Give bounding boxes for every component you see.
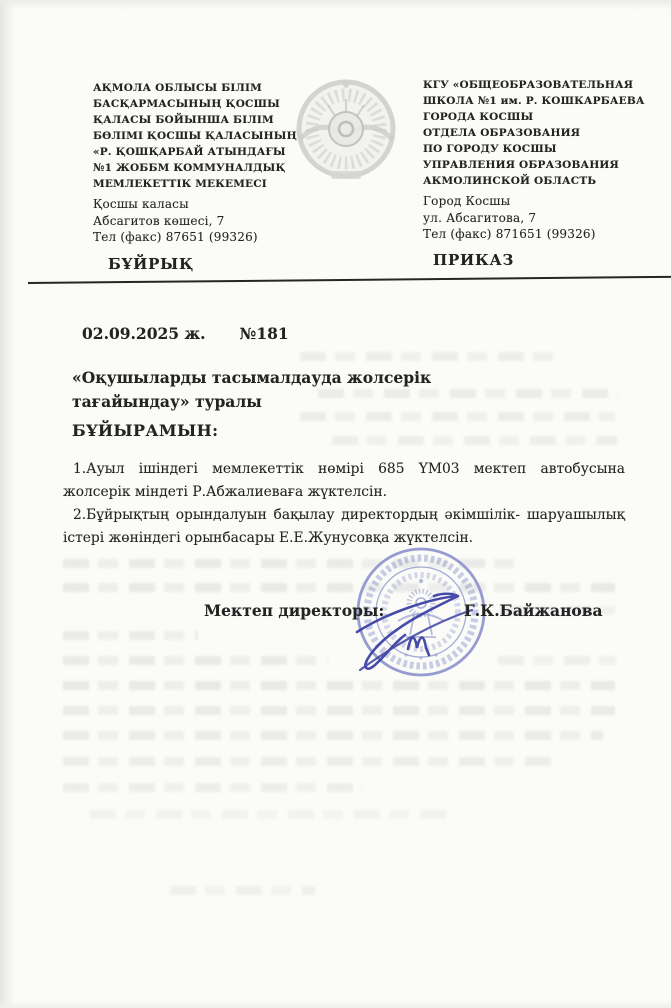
order-heading-kazakh: БҰЙРЫҚ <box>108 255 195 273</box>
order-title-line: тағайындау» туралы <box>72 392 262 411</box>
bleedthrough-text-ghost <box>63 631 198 640</box>
scan-edge-shadow-bottom <box>0 1000 671 1008</box>
bleedthrough-text-ghost <box>63 731 603 740</box>
bleedthrough-text-ghost <box>63 706 615 715</box>
issuer-kk-line: АҚМОЛА ОБЛЫСЫ БІЛІМ <box>93 82 262 94</box>
bleedthrough-text-ghost <box>63 757 560 766</box>
director-signature-ink <box>330 552 520 692</box>
issuer-ru-address: ул. Абсагитова, 7 <box>423 210 537 225</box>
bleedthrough-text-ghost <box>90 810 450 819</box>
order-body-paragraph: 2.Бұйрықтың орындалуын бақылау директордың әкімшілік- шаруашылық істері жөніндегі орынбасары Е.Е.Жунусовқа жүктелсін. <box>63 507 625 546</box>
signature-role-label: Мектеп директоры: <box>204 601 385 620</box>
issuer-ru-line: ПО ГОРОДУ КОСШЫ <box>423 143 557 155</box>
order-body <box>63 458 625 550</box>
bleedthrough-text-ghost <box>300 412 615 421</box>
issuer-kk-city: Қосшы каласы <box>93 197 189 211</box>
issuer-kk-address: Абсагитов көшесі, 7 <box>93 213 225 228</box>
issuer-ru-line: УПРАВЛЕНИЯ ОБРАЗОВАНИЯ <box>423 159 620 171</box>
bleedthrough-text-ghost <box>170 886 315 895</box>
resolve-label: БҰЙЫРАМЫН: <box>72 421 219 440</box>
order-title-line: «Оқушыларды тасымалдауда жолсерік <box>72 368 432 387</box>
order-date: 02.09.2025 ж. <box>82 324 206 343</box>
issuer-block-russian <box>423 77 645 243</box>
order-meta-row <box>82 324 289 343</box>
kazakhstan-state-emblem-icon <box>292 77 400 185</box>
issuer-block-kazakh <box>93 80 313 246</box>
issuer-kk-line: МЕМЛЕКЕТТІК МЕКЕМЕСІ <box>93 178 267 190</box>
bleedthrough-text-ghost <box>63 656 328 665</box>
issuer-kk-line: БАСҚАРМАСЫНЫҢ ҚОСШЫ <box>93 98 280 110</box>
scan-edge-shadow-top <box>0 0 671 10</box>
issuer-ru-line: ШКОЛА №1 им. Р. КОШКАРБАЕВА <box>423 95 645 107</box>
scan-edge-shadow-left <box>0 0 14 1008</box>
heading-rule <box>28 276 671 284</box>
issuer-kk-line: БӨЛІМІ ҚОСШЫ ҚАЛАСЫНЫҢ <box>93 130 297 142</box>
issuer-ru-city: Город Косшы <box>423 194 511 208</box>
issuer-ru-line: КГУ «ОБЩЕОБРАЗОВАТЕЛЬНАЯ <box>423 79 634 91</box>
order-number: №181 <box>239 324 289 343</box>
issuer-ru-line: ГОРОДА КОСШЫ <box>423 111 534 123</box>
issuer-kk-line: «Р. ҚОШҚАРБАЙ АТЫНДАҒЫ <box>93 146 286 158</box>
issuer-kk-phone: Тел (факс) 87651 (99326) <box>93 230 258 244</box>
bleedthrough-text-ghost <box>332 436 617 445</box>
bleedthrough-text-ghost <box>63 783 363 792</box>
bleedthrough-text-ghost <box>300 352 555 361</box>
issuer-ru-phone: Тел (факс) 871651 (99326) <box>423 227 596 241</box>
issuer-ru-line: АКМОЛИНСКОЙ ОБЛАСТЬ <box>423 175 597 187</box>
order-body-paragraph: 1.Ауыл ішіндегі мемлекеттік нөмірі 685 YM03 мектеп автобусына жолсерік міндеті Р.Абжалиеваға жүктелсін. <box>63 461 625 500</box>
signature-name: Г.К.Байжанова <box>464 601 603 620</box>
issuer-kk-line: №1 ЖОББМ КОММУНАЛДЫҚ <box>93 162 286 174</box>
bleedthrough-text-ghost <box>318 389 618 398</box>
issuer-ru-line: ОТДЕЛА ОБРАЗОВАНИЯ <box>423 127 581 139</box>
issuer-kk-line: ҚАЛАСЫ БОЙЫНША БІЛІМ <box>93 114 274 126</box>
order-heading-russian: ПРИКАЗ <box>433 251 515 269</box>
